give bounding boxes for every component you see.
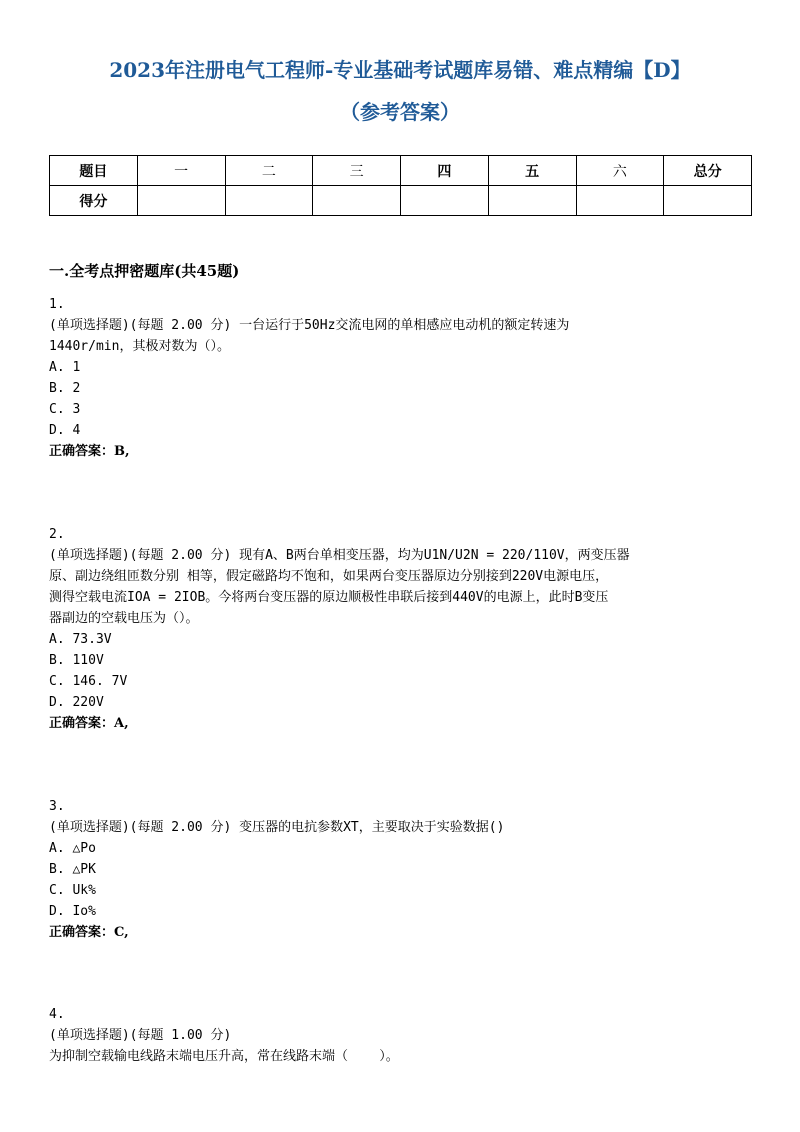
- score-table-header-cell: 五: [488, 156, 576, 186]
- question-number: 1.: [49, 297, 65, 312]
- option-c: C. 146. 7V: [49, 674, 128, 689]
- option-a: A. 1: [49, 360, 81, 375]
- question-text-line: (单项选择题)(每题 2.00 分) 变压器的电抗参数XT，主要取决于实验数据(): [49, 820, 505, 835]
- score-table-header-cell: 四: [401, 156, 489, 186]
- question-text-line: 测得空载电流IOA = 2IOB。今将两台变压器的原边顺极性串联后接到440V的电源上，此时B变压: [49, 590, 609, 605]
- option-c: C. Uk%: [49, 883, 96, 898]
- correct-answer: 正确答案：C,: [49, 925, 129, 940]
- score-cell: [401, 186, 489, 216]
- score-cell: [225, 186, 313, 216]
- option-d: D. Io%: [49, 904, 96, 919]
- option-d: D. 4: [49, 423, 81, 438]
- option-c: C. 3: [49, 402, 81, 417]
- question-block: [49, 1004, 759, 1067]
- score-table-score-row: [50, 186, 752, 216]
- score-row-label: 得分: [50, 186, 138, 216]
- question-text-line: (单项选择题)(每题 1.00 分): [49, 1028, 232, 1043]
- score-cell: [488, 186, 576, 216]
- score-table-header-cell: 题目: [50, 156, 138, 186]
- question-number: 4.: [49, 1007, 65, 1022]
- score-table-header-cell: 二: [225, 156, 313, 186]
- score-cell: [137, 186, 225, 216]
- document-title: 2023年注册电气工程师-专业基础考试题库易错、难点精编【D】: [109, 58, 691, 82]
- question-block: [49, 524, 759, 734]
- question-text-line: 1440r/min，其极对数为（）。: [49, 339, 230, 354]
- score-table: [49, 155, 752, 216]
- score-cell: [664, 186, 752, 216]
- score-table-header-cell: 一: [137, 156, 225, 186]
- option-d: D. 220V: [49, 695, 104, 710]
- score-cell: [576, 186, 664, 216]
- question-text-line: 器副边的空载电压为（）。: [49, 611, 199, 626]
- score-table-header-cell: 六: [576, 156, 664, 186]
- option-a: A. △Po: [49, 841, 96, 856]
- correct-answer: 正确答案：B,: [49, 444, 130, 459]
- option-b: B. △PK: [49, 862, 96, 877]
- score-table-header-cell: 总分: [664, 156, 752, 186]
- question-text-line: 原、副边绕组匝数分别 相等，假定磁路均不饱和，如果两台变压器原边分别接到220V电源电压，: [49, 569, 609, 584]
- correct-answer: 正确答案：A,: [49, 716, 129, 731]
- document-subtitle: （参考答案）: [340, 100, 460, 124]
- score-table-header-row: [50, 156, 752, 186]
- question-text-line: (单项选择题)(每题 2.00 分) 一台运行于50Hz交流电网的单相感应电动机的额定转速为: [49, 318, 570, 333]
- score-cell: [313, 186, 401, 216]
- question-text-line: (单项选择题)(每题 2.00 分) 现有A、B两台单相变压器，均为U1N/U2N = 220/110V，两变压器: [49, 548, 630, 563]
- question-number: 3.: [49, 799, 65, 814]
- question-number: 2.: [49, 527, 65, 542]
- question-text-line: 为抑制空载输电线路末端电压升高，常在线路末端（ ）。: [49, 1049, 399, 1064]
- section-heading: 一.全考点押密题库(共45题): [49, 262, 240, 280]
- option-b: B. 110V: [49, 653, 104, 668]
- option-b: B. 2: [49, 381, 81, 396]
- option-a: A. 73.3V: [49, 632, 112, 647]
- question-block: [49, 796, 759, 943]
- question-block: [49, 294, 759, 462]
- score-table-header-cell: 三: [313, 156, 401, 186]
